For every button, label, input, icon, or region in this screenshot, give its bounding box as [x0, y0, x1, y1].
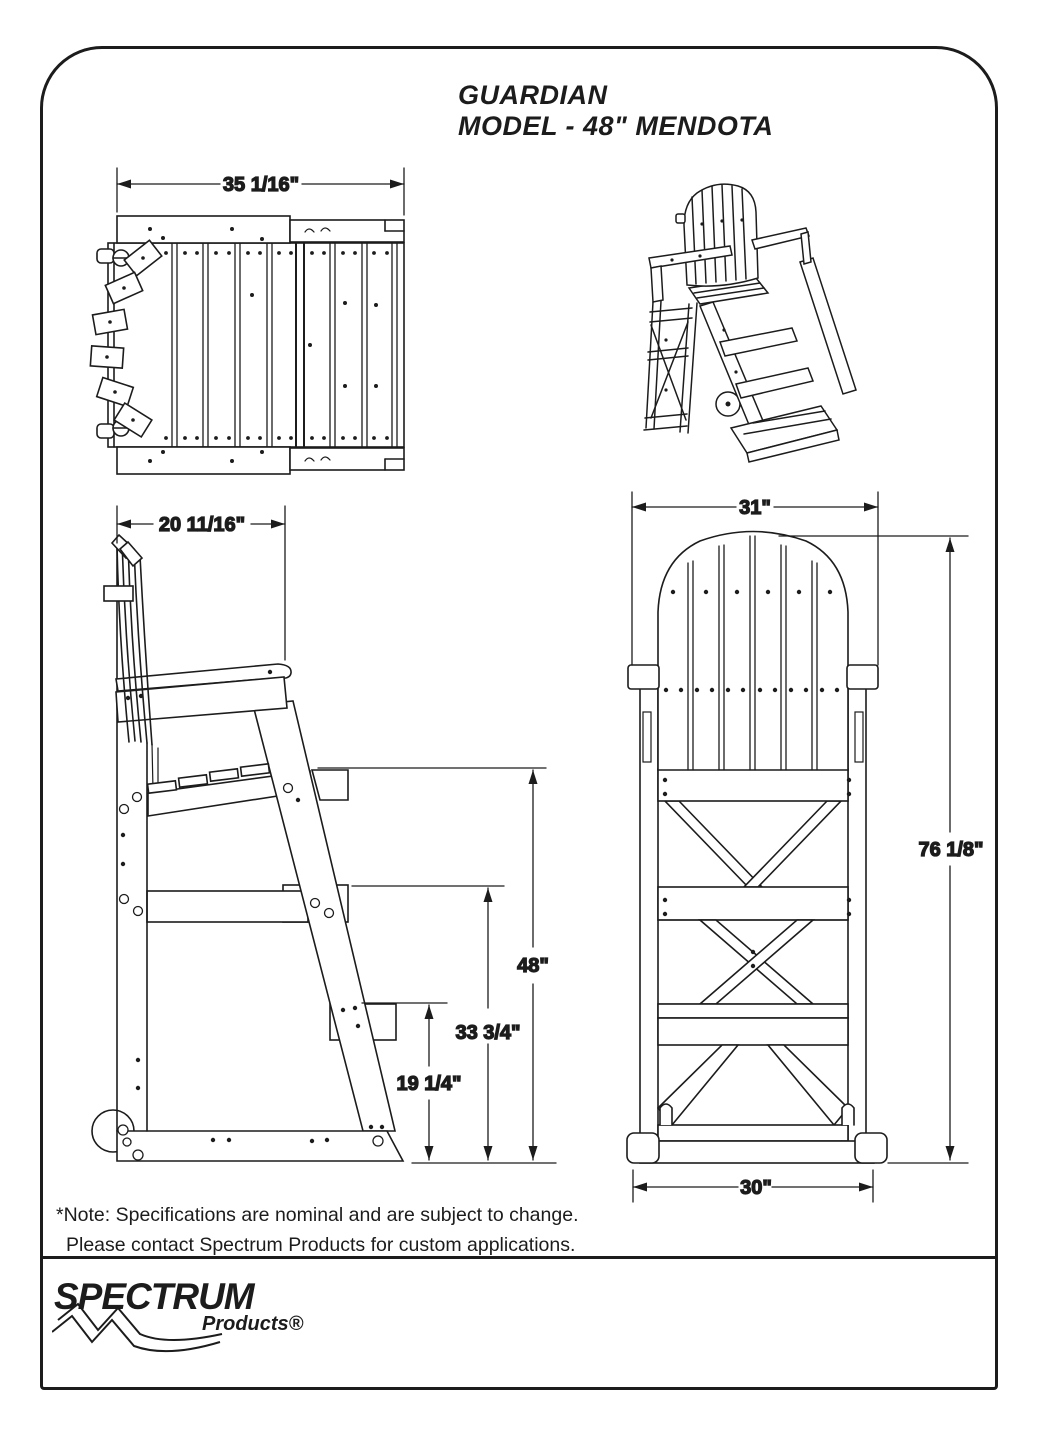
dim-base-width	[633, 1170, 873, 1202]
dim-base-width-label: 30"	[740, 1177, 772, 1199]
dim-seat-height-label: 48"	[517, 955, 549, 977]
logo-brand-text: SPECTRUM	[54, 1276, 254, 1317]
model-name: MODEL - 48" MENDOTA	[458, 111, 774, 141]
front-view-drawing	[627, 492, 984, 1202]
product-line: GUARDIAN	[458, 80, 608, 110]
dim-top-width	[117, 168, 404, 215]
logo-wave-icon	[52, 1276, 312, 1366]
spec-note	[56, 1200, 578, 1260]
dim-overall-height-label: 76 1/8"	[918, 839, 984, 861]
dim-front-top-width-label: 31"	[739, 497, 771, 519]
perspective-view-drawing	[644, 184, 856, 462]
dim-top-width-label: 35 1/16"	[222, 174, 300, 196]
side-view-drawing	[92, 506, 556, 1163]
dim-side-depth-label: 20 11/16"	[158, 514, 246, 536]
dim-low-height-label: 19 1/4"	[396, 1073, 462, 1095]
spec-note-line1: *Note: Specifications are nominal and are subject to change.	[56, 1204, 579, 1226]
dim-mid-height-label: 33 3/4"	[455, 1022, 521, 1044]
logo-sub-text: Products®	[202, 1313, 304, 1335]
top-view-drawing	[90, 168, 404, 474]
spec-note-line2: Please contact Spectrum Products for custom applications.	[66, 1234, 576, 1256]
spectrum-products-logo	[52, 1276, 312, 1366]
